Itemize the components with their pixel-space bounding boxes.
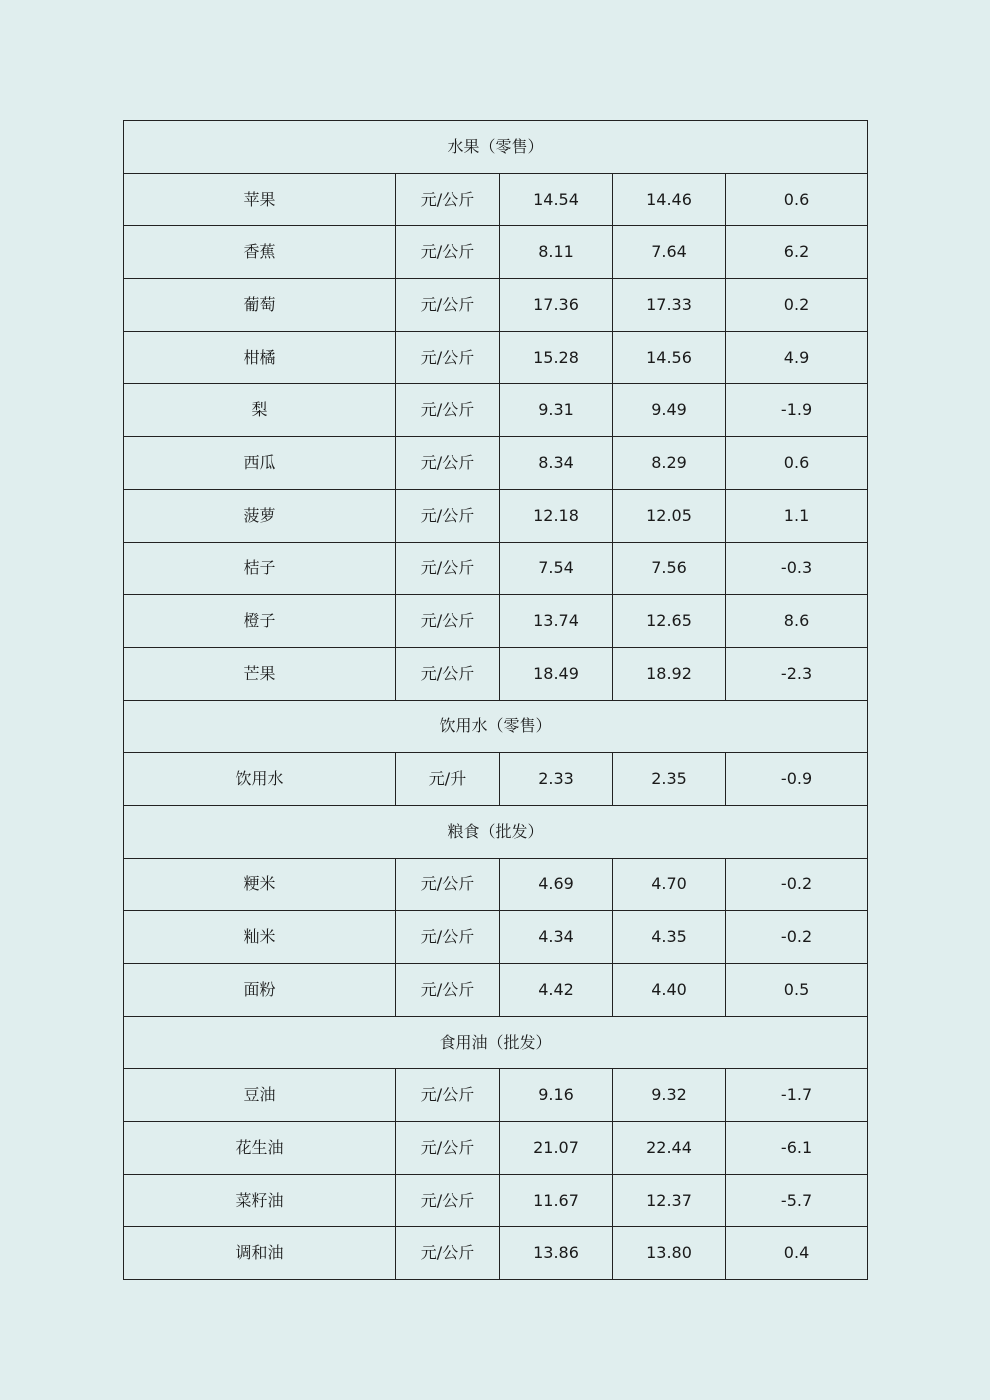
item-unit: 元/公斤 (396, 1122, 500, 1175)
item-current-price: 13.74 (500, 595, 613, 648)
item-name: 调和油 (124, 1227, 396, 1280)
item-name: 梨 (124, 384, 396, 437)
table-row (124, 331, 868, 384)
item-change: -0.9 (726, 753, 868, 806)
item-previous-price: 17.33 (613, 279, 726, 332)
item-current-price: 12.18 (500, 489, 613, 542)
table-row (124, 1227, 868, 1280)
item-previous-price: 9.32 (613, 1069, 726, 1122)
item-unit: 元/公斤 (396, 489, 500, 542)
table-row (124, 489, 868, 542)
item-current-price: 9.16 (500, 1069, 613, 1122)
item-change: -6.1 (726, 1122, 868, 1175)
item-change: -0.3 (726, 542, 868, 595)
item-current-price: 2.33 (500, 753, 613, 806)
table-row (124, 384, 868, 437)
item-name: 菜籽油 (124, 1174, 396, 1227)
item-change: 4.9 (726, 331, 868, 384)
item-unit: 元/公斤 (396, 173, 500, 226)
item-name: 面粉 (124, 964, 396, 1017)
item-previous-price: 4.40 (613, 964, 726, 1017)
section-title: 饮用水（零售） (124, 700, 868, 753)
item-change: 8.6 (726, 595, 868, 648)
section-title: 水果（零售） (124, 121, 868, 174)
item-unit: 元/公斤 (396, 384, 500, 437)
item-previous-price: 7.56 (613, 542, 726, 595)
item-current-price: 17.36 (500, 279, 613, 332)
section-header-row (124, 805, 868, 858)
item-change: 0.4 (726, 1227, 868, 1280)
item-name: 柑橘 (124, 331, 396, 384)
item-name: 籼米 (124, 911, 396, 964)
table-row (124, 1174, 868, 1227)
item-unit: 元/公斤 (396, 1227, 500, 1280)
item-change: -1.7 (726, 1069, 868, 1122)
item-previous-price: 7.64 (613, 226, 726, 279)
item-change: 6.2 (726, 226, 868, 279)
item-previous-price: 8.29 (613, 437, 726, 490)
item-current-price: 4.34 (500, 911, 613, 964)
section-header-row (124, 1016, 868, 1069)
item-change: 1.1 (726, 489, 868, 542)
item-current-price: 4.42 (500, 964, 613, 1017)
table-row (124, 437, 868, 490)
item-name: 葡萄 (124, 279, 396, 332)
item-change: -2.3 (726, 647, 868, 700)
table-row (124, 647, 868, 700)
price-table (123, 120, 868, 1280)
item-previous-price: 9.49 (613, 384, 726, 437)
table-row (124, 542, 868, 595)
item-name: 橙子 (124, 595, 396, 648)
item-previous-price: 4.70 (613, 858, 726, 911)
item-current-price: 18.49 (500, 647, 613, 700)
item-unit: 元/公斤 (396, 226, 500, 279)
item-current-price: 9.31 (500, 384, 613, 437)
item-name: 粳米 (124, 858, 396, 911)
item-unit: 元/公斤 (396, 964, 500, 1017)
item-previous-price: 12.05 (613, 489, 726, 542)
item-previous-price: 12.65 (613, 595, 726, 648)
item-change: -5.7 (726, 1174, 868, 1227)
item-current-price: 21.07 (500, 1122, 613, 1175)
table-row (124, 226, 868, 279)
item-name: 香蕉 (124, 226, 396, 279)
item-unit: 元/升 (396, 753, 500, 806)
item-current-price: 15.28 (500, 331, 613, 384)
price-table-body (124, 121, 868, 1280)
section-header-row (124, 121, 868, 174)
item-name: 芒果 (124, 647, 396, 700)
item-current-price: 4.69 (500, 858, 613, 911)
item-unit: 元/公斤 (396, 542, 500, 595)
item-unit: 元/公斤 (396, 331, 500, 384)
item-previous-price: 14.46 (613, 173, 726, 226)
item-change: 0.6 (726, 173, 868, 226)
section-title: 粮食（批发） (124, 805, 868, 858)
table-row (124, 173, 868, 226)
item-change: -0.2 (726, 911, 868, 964)
item-name: 苹果 (124, 173, 396, 226)
item-unit: 元/公斤 (396, 911, 500, 964)
item-unit: 元/公斤 (396, 279, 500, 332)
table-row (124, 911, 868, 964)
item-unit: 元/公斤 (396, 1174, 500, 1227)
table-row (124, 595, 868, 648)
item-change: -0.2 (726, 858, 868, 911)
item-previous-price: 13.80 (613, 1227, 726, 1280)
table-row (124, 964, 868, 1017)
item-current-price: 11.67 (500, 1174, 613, 1227)
item-previous-price: 14.56 (613, 331, 726, 384)
item-current-price: 7.54 (500, 542, 613, 595)
item-change: 0.2 (726, 279, 868, 332)
item-name: 豆油 (124, 1069, 396, 1122)
item-unit: 元/公斤 (396, 1069, 500, 1122)
item-change: 0.6 (726, 437, 868, 490)
section-title: 食用油（批发） (124, 1016, 868, 1069)
item-name: 桔子 (124, 542, 396, 595)
item-unit: 元/公斤 (396, 595, 500, 648)
item-current-price: 14.54 (500, 173, 613, 226)
section-header-row (124, 700, 868, 753)
table-row (124, 753, 868, 806)
item-previous-price: 4.35 (613, 911, 726, 964)
item-name: 饮用水 (124, 753, 396, 806)
item-current-price: 8.11 (500, 226, 613, 279)
item-current-price: 8.34 (500, 437, 613, 490)
table-row (124, 858, 868, 911)
table-row (124, 1122, 868, 1175)
item-change: -1.9 (726, 384, 868, 437)
item-name: 西瓜 (124, 437, 396, 490)
item-previous-price: 18.92 (613, 647, 726, 700)
item-previous-price: 22.44 (613, 1122, 726, 1175)
item-previous-price: 2.35 (613, 753, 726, 806)
item-unit: 元/公斤 (396, 647, 500, 700)
item-unit: 元/公斤 (396, 437, 500, 490)
item-current-price: 13.86 (500, 1227, 613, 1280)
table-row (124, 1069, 868, 1122)
item-unit: 元/公斤 (396, 858, 500, 911)
item-change: 0.5 (726, 964, 868, 1017)
item-name: 花生油 (124, 1122, 396, 1175)
table-row (124, 279, 868, 332)
item-name: 菠萝 (124, 489, 396, 542)
item-previous-price: 12.37 (613, 1174, 726, 1227)
